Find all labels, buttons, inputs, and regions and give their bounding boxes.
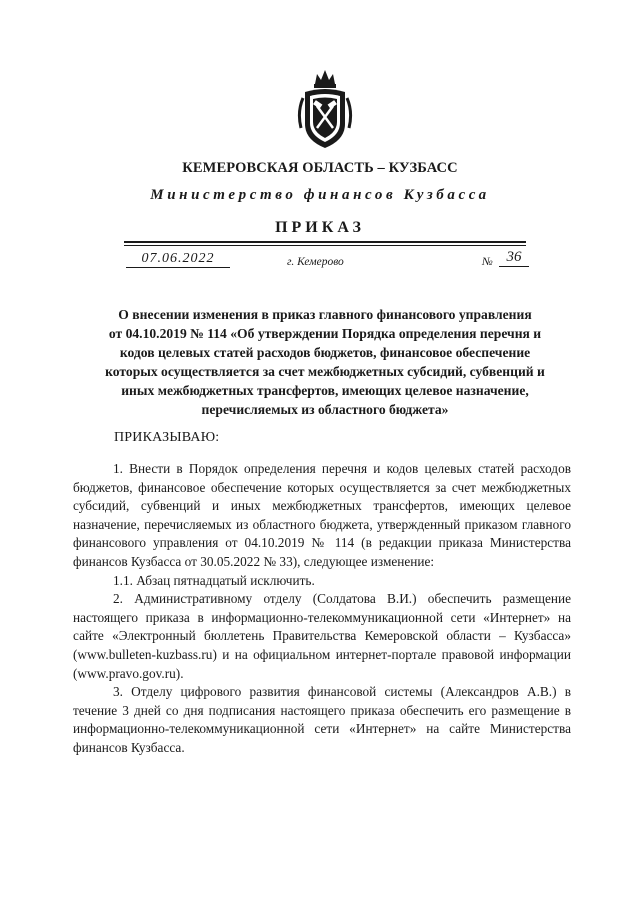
document-title <box>72 305 578 419</box>
document-city: г. Кемерово <box>287 256 344 268</box>
title-line: О внесении изменения в приказ главного финансового управления <box>118 307 532 322</box>
coat-of-arms-icon <box>295 62 355 152</box>
title-line: кодов целевых статей расходов бюджетов, финансовое обеспечение <box>119 345 531 360</box>
paragraph: 3. Отделу цифрового развития финансовой системы (Александров А.В.) в течение 3 дней со дня подписания настоящего приказа обеспечить его размещение в информационно-телекоммуникационной сети «Интернет» на сайте Министерства финансов Кузбасса. <box>73 684 571 755</box>
paragraph: 1. Внести в Порядок определения перечня и кодов целевых статей расходов бюджетов, финансовое обеспечение которых осуществляется за счет межбюджетных субсидий, субвенций и иных межбюджетных трансфертов, имеющих целевое назначение, перечисляемых из областного бюджета, утвержденный приказом главного финансового управления от 04.10.2019 № 114 (в редакции приказа Министерства финансов Кузбасса от 30.05.2022 № 33), следующее изменение: <box>73 461 571 569</box>
header-divider <box>124 241 526 243</box>
region-heading: КЕМЕРОВСКАЯ ОБЛАСТЬ – КУЗБАСС <box>182 160 458 176</box>
header-divider-thin <box>124 245 526 246</box>
paragraph: 1.1. Абзац пятнадцатый исключить. <box>113 572 315 588</box>
document-number: 36 <box>499 250 529 267</box>
title-line: перечисляемых из областного бюджета» <box>201 402 449 417</box>
document-date: 07.06.2022 <box>126 252 230 268</box>
title-line: иных межбюджетных трансфертов, имеющих целевое назначение, <box>121 383 529 398</box>
paragraph: 2. Административному отделу (Солдатова В.И.) обеспечить размещение настоящего приказа в информационно-телекоммуникационной сети «Интернет» на сайте «Электронный бюллетень Правительства Кемеровской области – Кузбасса» (www.bulleten-kuzbass.ru) и на официальном интернет-портале правовой информации (www.pravo.gov.ru). <box>73 591 571 681</box>
directive-word: ПРИКАЗЫВАЮ: <box>114 430 220 445</box>
document-number-label: № <box>482 256 493 268</box>
document-body <box>73 460 571 758</box>
document-type: ПРИКАЗ <box>275 219 365 236</box>
title-line: которых осуществляется за счет межбюджетных субсидий, субвенций и <box>105 364 545 379</box>
ministry-name: Министерство финансов Кузбасса <box>150 187 490 203</box>
title-line: от 04.10.2019 № 114 «Об утверждении Порядка определения перечня и <box>108 326 542 341</box>
